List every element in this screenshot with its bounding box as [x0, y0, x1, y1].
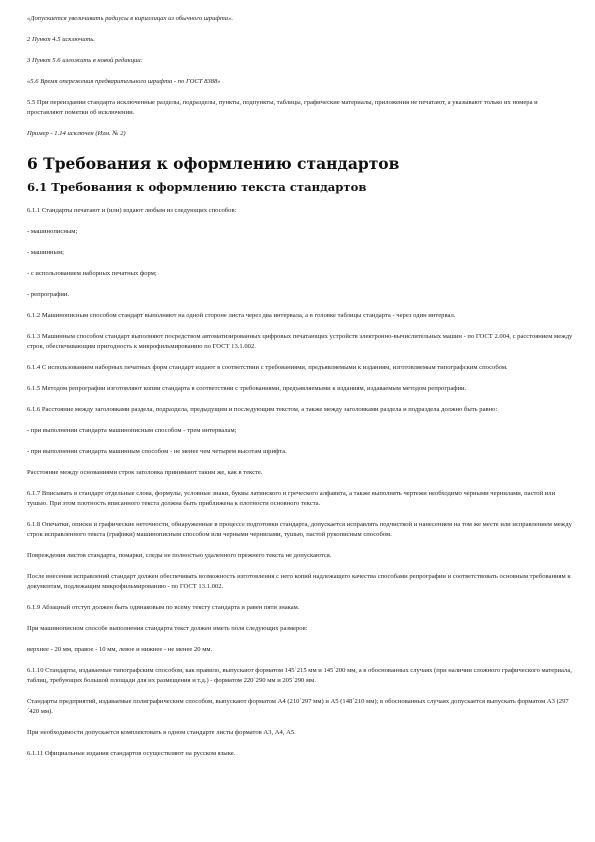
list-item: - машинным; [27, 249, 64, 256]
paragraph-6-1-5: 6.1.5 Методом репрографии изготовляют копии стандарта в соответствии с требованиями, предъявляемыми к изданиям, издаваемым методом репрографии. [27, 385, 467, 392]
intro-item-2: 2 Пункт 4.5 исключить. [27, 36, 95, 43]
paragraph-6-1-2: 6.1.2 Машинописным способом стандарт выполняют на одной стороне листа через два интервала, а в головке таблицы стандарта - через один интервал. [27, 312, 456, 319]
intro-quote: «Допускается увеличивать радиусы в кириллицах из обычного шрифта». [27, 15, 234, 22]
example-note: Пример - 1.14 исключен (Изм. № 2) [27, 130, 126, 137]
paragraph-text: Стандарты предприятий, издаваемые полиграфическим способом, выпускают форматом А4 (210´297 мм) и А5 (148´210 мм); в обоснованных случаях допускается выпускать форматом А3 (297´420 мм). [27, 698, 569, 715]
paragraph-text: Повреждения листов стандарта, помарки, следы не полностью удаленного прежнего текста не допускаются. [27, 552, 332, 559]
paragraph-5-5: 5.5 При переиздании стандарта исключенные разделы, подразделы, пункты, подпункты, таблицы, графические материалы, приложения не печатают, а указывают только их номера и проставляют пометки об исключении. [27, 99, 538, 116]
paragraph-6-1-10: 6.1.10 Стандарты, издаваемые типографским способом, как правило, выпускают форматом 145´215 мм и 145´200 мм, а в обоснованных случаях (при наличии сложного графического материала, таблиц, требующих большой площади для их размещения и т.д.) - форматом 220´290 мм и 205´290 мм. [27, 667, 572, 684]
paragraph-6-1-6: 6.1.6 Расстояние между заголовками раздела, подраздела, предыдущим и последующим текстом, а также между заголовками раздела и подраздела должно быть равно: [27, 406, 498, 413]
paragraph-text: Расстояние между основаниями строк заголовка принимают таким же, как в тексте. [27, 469, 263, 476]
paragraph-6-1-3: 6.1.3 Машинным способом стандарт выполняют посредством автоматизированных цифровых печатающих устройств электронно-вычислительных машин - по ГОСТ 2.004, с расстоянием между строк, обеспечивающим пригодность к микрофильмированию по ГОСТ 13.1.002. [27, 333, 573, 350]
subsection-heading: 6.1 Требования к оформлению текста стандартов [27, 180, 367, 194]
paragraph-6-1-4: 6.1.4 С использованием наборных печатных форм стандарт издают в соответствии с требованиями, предъявляемыми к изданиям, изготовляемым типографским способом. [27, 364, 508, 371]
list-item: - с использованием наборных печатных форм; [27, 270, 157, 277]
list-item: - при выполнении стандарта машинным способом - не менее чем четырем высотам шрифта. [27, 448, 287, 455]
paragraph-6-1-7: 6.1.7 Вписывать в стандарт отдельные слова, формулы, условные знаки, буквы латинского и греческого алфавита, а также выполнять чертежи необходимо черными чернилами, пастой или тушью. При этом плотность вписанного текста должна быть приближена к плотности основного текста. [27, 490, 556, 507]
intro-item-5-6: «5.6 Время опережения предварительного шрифта - по ГОСТ 8388» [27, 78, 221, 85]
paragraph-text: верхнее - 20 мм, правое - 10 мм, левое и нижнее - не менее 20 мм. [27, 646, 213, 653]
paragraph-text: При машинописном способе выполнения стандарта текст должен иметь поля следующих размеров: [27, 625, 308, 632]
paragraph-6-1-9: 6.1.9 Абзацный отступ должен быть одинаковым по всему тексту стандарта и равен пяти знакам. [27, 604, 300, 611]
list-item: - машинописным; [27, 228, 78, 235]
paragraph-6-1-8: 6.1.8 Опечатки, описки и графические неточности, обнаруженные в процессе подготовки стандарта, допускается исправлять подчисткой и нанесением на том же месте или исправлением между строк исправленного текста (графики) машинописным способом или черными чернилами, тушью, пастой рукописным способом. [27, 521, 572, 538]
section-heading: 6 Требования к оформлению стандартов [27, 154, 400, 173]
intro-item-3: 3 Пункт 5.6 изложить в новой редакции: [27, 57, 143, 64]
list-item: - репрографии. [27, 291, 70, 298]
paragraph-6-1-11: 6.1.11 Официальные издания стандартов осуществляют на русском языке. [27, 750, 236, 757]
paragraph-text: При необходимости допускается комплектовать в одном стандарте листы форматов А3, А4, А5. [27, 729, 296, 736]
paragraph-6-1-1: 6.1.1 Стандарты печатают и (или) издают любым из следующих способов: [27, 207, 237, 214]
paragraph-text: После внесения исправлений стандарт должен обеспечивать возможность изготовления с него копий надлежащего качества способами репрографии и соответствовать основным требованиям к документам, подлежащим микрофильмированию - по ГОСТ 13.1.002. [27, 573, 571, 590]
document-page [27, 14, 575, 759]
list-item: - при выполнении стандарта машинописным способом - трем интервалам; [27, 427, 237, 434]
